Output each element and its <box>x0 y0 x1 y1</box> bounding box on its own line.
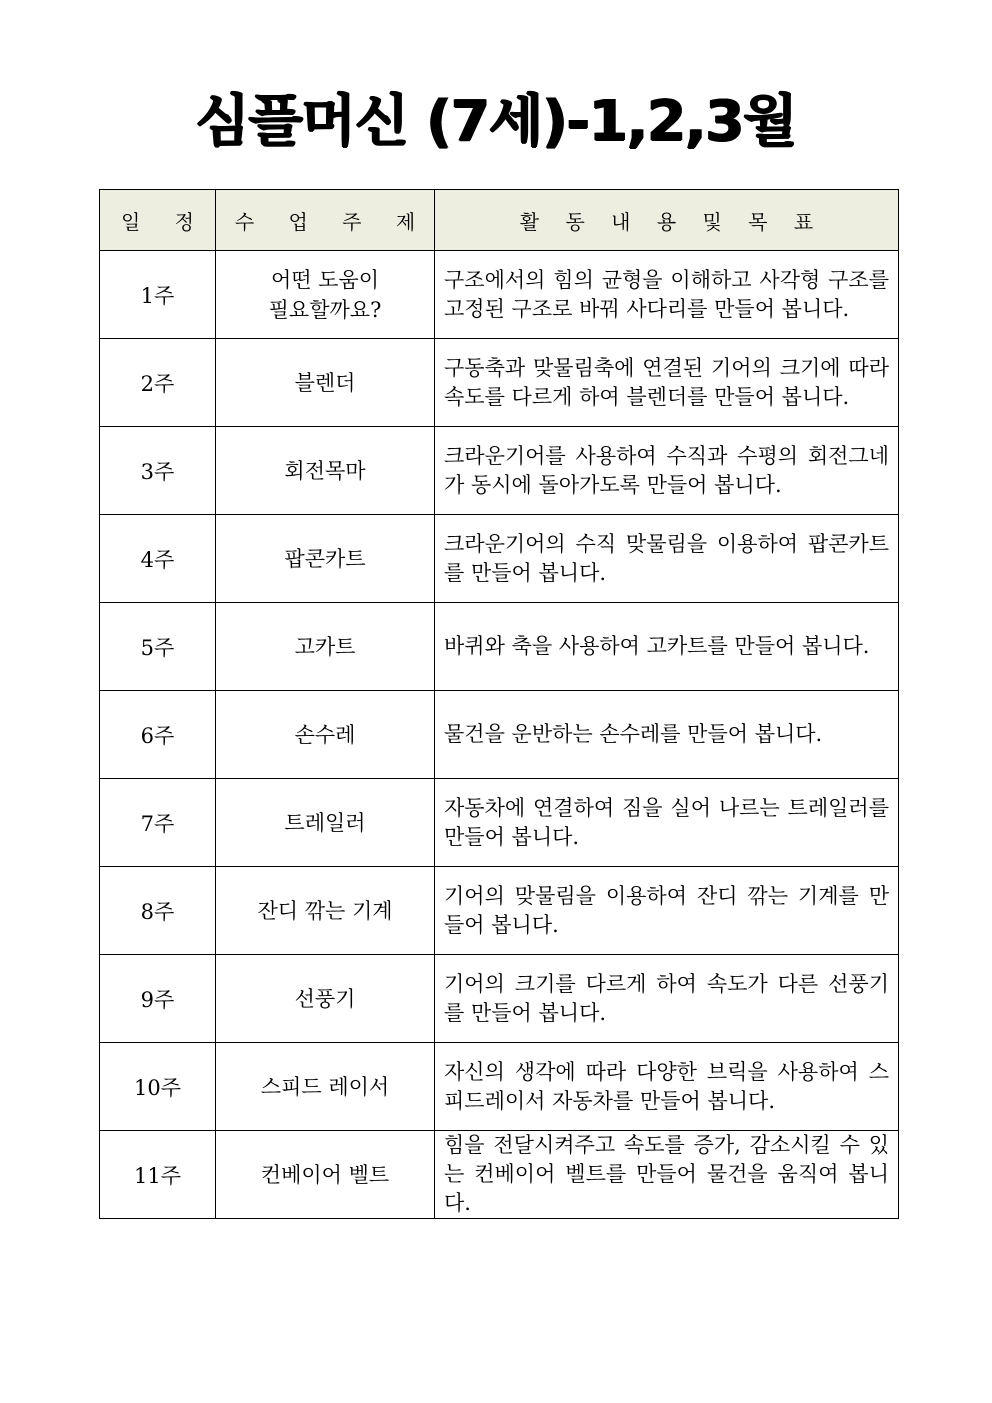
table-row <box>100 515 899 603</box>
header-week: 일 정 <box>100 190 216 251</box>
activity-cell: 구조에서의 힘의 균형을 이해하고 사각형 구조를 고정된 구조로 바꿔 사다리를 만들어 봅니다. <box>435 251 899 339</box>
table-row <box>100 603 899 691</box>
header-activity: 활 동 내 용 및 목 표 <box>435 190 899 251</box>
activity-cell: 기어의 크기를 다르게 하여 속도가 다른 선풍기를 만들어 봅니다. <box>435 955 899 1043</box>
table-row <box>100 1131 899 1219</box>
table-row <box>100 1043 899 1131</box>
week-cell: 7주 <box>100 779 216 867</box>
topic-cell: 컨베이어 벨트 <box>216 1131 435 1219</box>
activity-cell: 자신의 생각에 따라 다양한 브릭을 사용하여 스피드레이서 자동차를 만들어 봅니다. <box>435 1043 899 1131</box>
activity-cell: 자동차에 연결하여 짐을 실어 나르는 트레일러를 만들어 봅니다. <box>435 779 899 867</box>
topic-cell: 트레일러 <box>216 779 435 867</box>
table-body <box>100 251 899 1219</box>
activity-cell: 구동축과 맞물림축에 연결된 기어의 크기에 따라 속도를 다르게 하여 블렌더를 만들어 봅니다. <box>435 339 899 427</box>
activity-cell: 바퀴와 축을 사용하여 고카트를 만들어 봅니다. <box>435 603 899 691</box>
week-cell: 10주 <box>100 1043 216 1131</box>
header-topic: 수 업 주 제 <box>216 190 435 251</box>
table-row <box>100 691 899 779</box>
activity-cell: 크라운기어의 수직 맞물림을 이용하여 팝콘카트를 만들어 봅니다. <box>435 515 899 603</box>
document-title: 심플머신 (7세)-1,2,3월 <box>195 89 797 154</box>
topic-cell: 고카트 <box>216 603 435 691</box>
week-cell: 2주 <box>100 339 216 427</box>
topic-cell: 블렌더 <box>216 339 435 427</box>
table-header <box>100 190 899 251</box>
topic-cell: 회전목마 <box>216 427 435 515</box>
table-row <box>100 955 899 1043</box>
topic-cell: 선풍기 <box>216 955 435 1043</box>
week-cell: 6주 <box>100 691 216 779</box>
topic-cell: 어떤 도움이 필요할까요? <box>216 251 435 339</box>
table-row <box>100 339 899 427</box>
topic-cell: 스피드 레이서 <box>216 1043 435 1131</box>
table-row <box>100 867 899 955</box>
table-row <box>100 251 899 339</box>
week-cell: 8주 <box>100 867 216 955</box>
activity-cell: 기어의 맞물림을 이용하여 잔디 깎는 기계를 만들어 봅니다. <box>435 867 899 955</box>
topic-cell: 팝콘카트 <box>216 515 435 603</box>
schedule-table <box>99 189 899 1219</box>
table-row <box>100 779 899 867</box>
header-row <box>100 190 899 251</box>
week-cell: 5주 <box>100 603 216 691</box>
table-row <box>100 427 899 515</box>
activity-cell: 물건을 운반하는 손수레를 만들어 봅니다. <box>435 691 899 779</box>
topic-cell: 손수레 <box>216 691 435 779</box>
topic-cell: 잔디 깎는 기계 <box>216 867 435 955</box>
week-cell: 11주 <box>100 1131 216 1219</box>
activity-cell: 크라운기어를 사용하여 수직과 수평의 회전그네가 동시에 돌아가도록 만들어 봅니다. <box>435 427 899 515</box>
week-cell: 4주 <box>100 515 216 603</box>
week-cell: 1주 <box>100 251 216 339</box>
activity-cell: 힘을 전달시켜주고 속도를 증가, 감소시킬 수 있는 컨베이어 벨트를 만들어 물건을 움직여 봅니다. <box>435 1131 899 1219</box>
week-cell: 3주 <box>100 427 216 515</box>
week-cell: 9주 <box>100 955 216 1043</box>
